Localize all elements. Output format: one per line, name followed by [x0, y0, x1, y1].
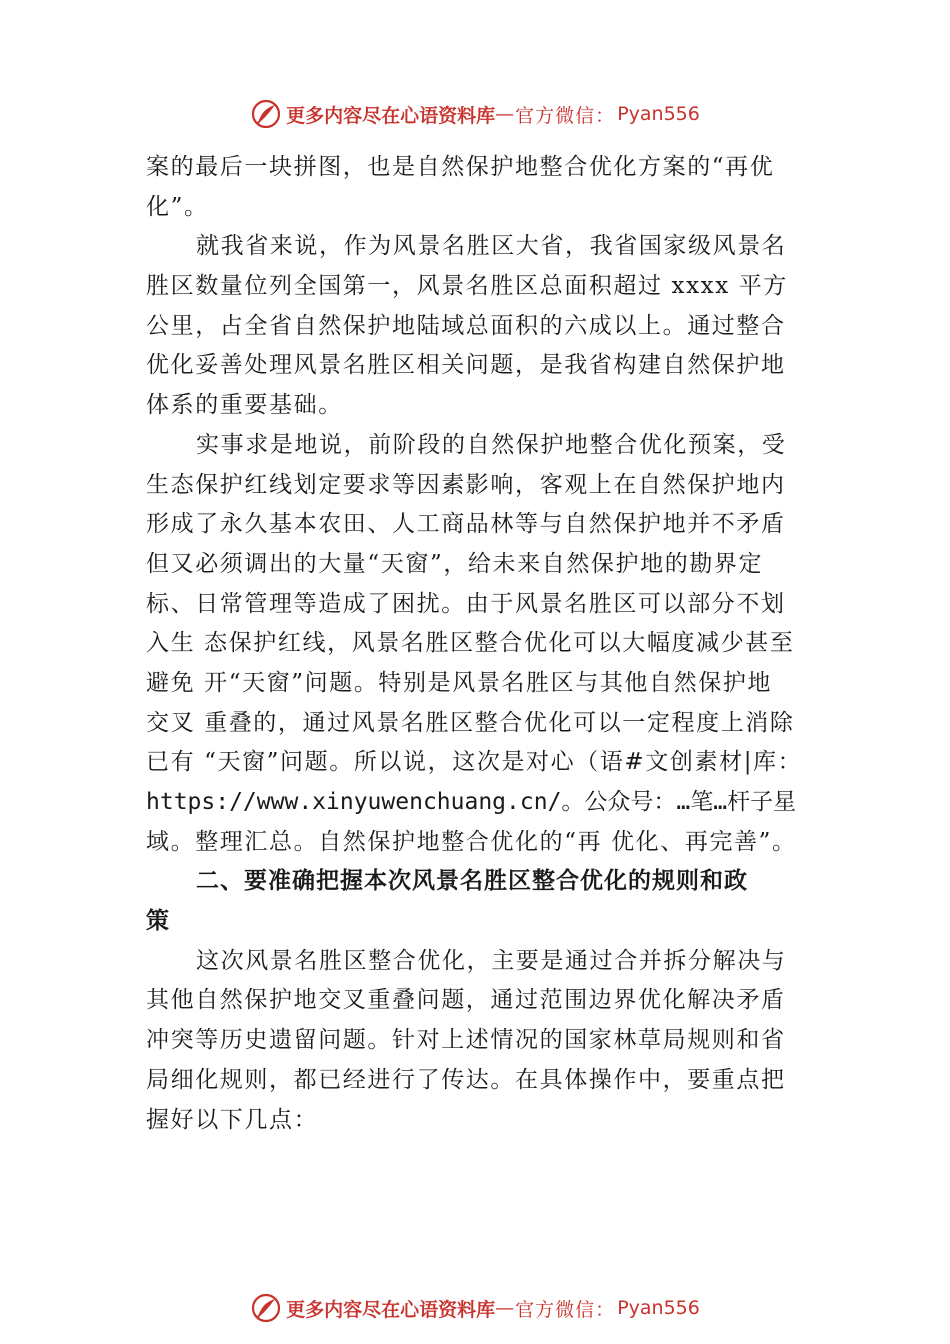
- banner-official-label: 官方微信：: [515, 104, 616, 127]
- banner-dash: —: [495, 1297, 516, 1319]
- text-line: 避免 开“天窗”问题。特别是风景名胜区与其他自然保护地: [146, 669, 773, 696]
- paragraph-start-line: 实事求是地说，前阶段的自然保护地整合优化预案，受: [196, 431, 787, 458]
- text-line: 冲突等历史遗留问题。针对上述情况的国家林草局规则和省: [146, 1027, 786, 1054]
- text-line: 公里，占全省自然保护地陆域总面积的六成以上。通过整合: [146, 312, 786, 339]
- text-line: 优化妥善处理风景名胜区相关问题，是我省构建自然保护地: [146, 352, 786, 379]
- text-line: 入生 态保护红线，风景名胜区整合优化可以大幅度减少甚至: [146, 630, 795, 657]
- text-line: 生态保护红线划定要求等因素影响，客观上在自然保护地内: [146, 471, 786, 498]
- text-line: 其他自然保护地交叉重叠问题，通过范围边界优化解决矛盾: [146, 987, 786, 1014]
- paragraph-start-line: 这次风景名胜区整合优化，主要是通过合并拆分解决与: [196, 947, 787, 974]
- footer-watermark-banner: [0, 1288, 950, 1328]
- text-line: 但又必须调出的大量“天窗”，给未来自然保护地的勘界定: [146, 550, 764, 577]
- text-line: 胜区数量位列全国第一，风景名胜区总面积超过 xxxx 平方: [146, 273, 788, 300]
- text-line: 化”。: [146, 193, 209, 220]
- document-body: [146, 148, 836, 1140]
- text-line: 交叉 重叠的，通过风景名胜区整合优化可以一定程度上消除: [146, 709, 795, 736]
- banner-dash: —: [495, 103, 516, 125]
- banner-wechat-id: Pyan556: [617, 1297, 700, 1319]
- section-heading: 二、要准确把握本次风景名胜区整合优化的规则和政: [196, 868, 748, 895]
- paragraph-start-line: 就我省来说，作为风景名胜区大省，我省国家级风景名: [196, 233, 787, 260]
- text-line: 已有 “天窗”问题。所以说，这次是对心（语#文创素材|库：: [146, 749, 803, 776]
- text-line: 形成了永久基本农田、人工商品林等与自然保护地并不矛盾: [146, 511, 786, 538]
- banner-main-text: 更多内容尽在心语资料库: [286, 104, 496, 127]
- text-line: 域。整理汇总。自然保护地整合优化的“再 优化、再完善”。: [146, 828, 797, 855]
- text-line: 案的最后一块拼图，也是自然保护地整合优化方案的“再优: [146, 154, 775, 180]
- section-heading-continuation: 策: [146, 908, 170, 935]
- text-line: 握好以下几点：: [146, 1106, 319, 1133]
- xinyu-logo-icon: [250, 1292, 282, 1324]
- text-line: 局细化规则，都已经进行了传达。在具体操作中，要重点把: [146, 1066, 786, 1093]
- banner-main-text: 更多内容尽在心语资料库: [286, 1298, 496, 1321]
- banner-wechat-id: Pyan556: [617, 103, 700, 125]
- xinyu-logo-icon: [250, 98, 282, 130]
- banner-official-label: 官方微信：: [515, 1298, 616, 1321]
- header-watermark-banner: [0, 94, 950, 134]
- url-line: https://www.xinyuwenchuang.cn/。公众号：…笔…杆子星: [146, 789, 797, 815]
- text-line: 标、日常管理等造成了困扰。由于风景名胜区可以部分不划: [146, 590, 786, 617]
- text-line: 体系的重要基础。: [146, 392, 343, 419]
